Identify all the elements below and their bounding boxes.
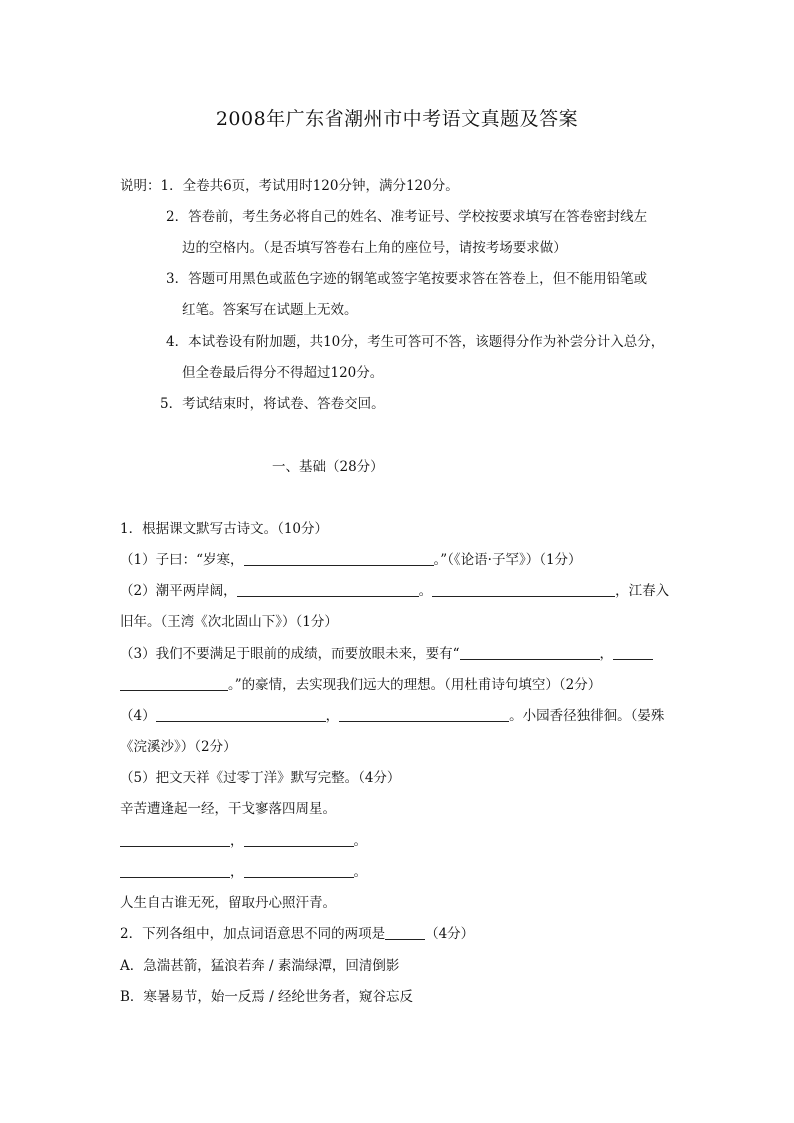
instruction-2: 2．答卷前，考生务必将自己的姓名、准考证号、学校按要求填写在答卷密封线左 [166, 209, 648, 225]
q1-p2-text-a: （2）潮平两岸阔， [120, 583, 237, 599]
q1-part-2 [120, 582, 669, 600]
answer-blank[interactable] [432, 582, 615, 597]
q1-p4-text-b: ， [325, 708, 340, 724]
q1-p3-text-a: （3）我们不要满足于眼前的成绩，而要放眼未来，要有“ [120, 646, 460, 662]
poem-first-line: 辛苦遭逢起一经，干戈寥落四周星。 [120, 801, 336, 817]
q2-stem-text: 2．下列各组中，加点词语意思不同的两项是 [120, 926, 386, 942]
answer-blank[interactable] [460, 645, 600, 660]
answer-blank[interactable] [120, 676, 228, 691]
instruction-4-cont: 但全卷最后得分不得超过120分。 [182, 365, 384, 381]
q1-part-4 [120, 707, 664, 725]
q1-p3-text-c: 。”的豪情，去实现我们远大的理想。（用杜甫诗句填空）（2分） [228, 677, 602, 693]
q1-part-2-cont: 旧年。（王湾《次北固山下》）（1分） [120, 614, 338, 630]
section-heading: 一、基础（28分） [272, 459, 384, 475]
q1-p4-text-a: （4） [120, 708, 156, 724]
poem-blank-line-2 [120, 863, 367, 881]
instruction-5: 5．考试结束时，将试卷、答卷交回。 [160, 396, 385, 412]
q1-p1-text-b: 。”（《论语·子罕》）（1分） [433, 552, 582, 568]
q1-p2-text-c: ，江春入 [615, 583, 670, 599]
q1-p1-text-a: （1）子曰：“岁寒， [120, 552, 244, 568]
q1-part-5: （5）把文天祥《过零丁洋》默写完整。（4分） [120, 770, 401, 786]
answer-blank[interactable] [613, 645, 653, 660]
answer-blank[interactable] [385, 925, 425, 940]
instruction-1: 说明：1．全卷共6页，考试用时120分钟，满分120分。 [120, 178, 459, 194]
answer-blank[interactable] [244, 832, 354, 847]
q1-p3-text-b: ， [599, 646, 613, 662]
comma: ， [230, 833, 244, 849]
q1-stem: 1．根据课文默写古诗文。（10分） [120, 521, 329, 537]
answer-blank[interactable] [244, 863, 354, 878]
q1-part-1 [120, 551, 582, 569]
q1-part-4-cont: 《浣溪沙》）（2分） [120, 739, 237, 755]
q2-option-b: B．寒暑易节，始一反焉 / 经纶世务者，窥谷忘反 [120, 989, 414, 1005]
poem-blank-line-1 [120, 832, 367, 850]
answer-blank[interactable] [120, 832, 230, 847]
q2-option-a: A．急湍甚箭，猛浪若奔 / 素湍绿潭，回清倒影 [120, 958, 400, 974]
period: 。 [353, 833, 367, 849]
answer-blank[interactable] [120, 863, 230, 878]
page-title: 2008年广东省潮州市中考语文真题及答案 [215, 108, 579, 130]
instruction-3-cont: 红笔。答案写在试题上无效。 [182, 302, 358, 318]
answer-blank[interactable] [156, 707, 326, 722]
answer-blank[interactable] [339, 707, 509, 722]
comma: ， [230, 864, 244, 880]
q1-p2-text-b: 。 [418, 583, 433, 599]
instruction-4: 4．本试卷设有附加题，共10分，考生可答可不答，该题得分作为补尝分计入总分， [166, 334, 665, 350]
answer-blank[interactable] [244, 551, 434, 566]
q2-stem [120, 925, 474, 943]
q2-score: （4分） [425, 926, 475, 942]
q1-part-3-cont [120, 676, 601, 694]
instruction-2-cont: 边的空格内。（是否填写答卷右上角的座位号，请按考场要求做） [182, 240, 567, 256]
q1-p4-text-c: 。小园香径独徘徊。（晏殊 [509, 708, 665, 724]
q1-part-3 [120, 645, 653, 663]
answer-blank[interactable] [237, 582, 419, 597]
period: 。 [353, 864, 367, 880]
instruction-3: 3．答题可用黑色或蓝色字迹的钢笔或签字笔按要求答在答卷上，但不能用铅笔或 [166, 271, 648, 287]
poem-last-line: 人生自古谁无死，留取丹心照汗青。 [120, 895, 336, 911]
